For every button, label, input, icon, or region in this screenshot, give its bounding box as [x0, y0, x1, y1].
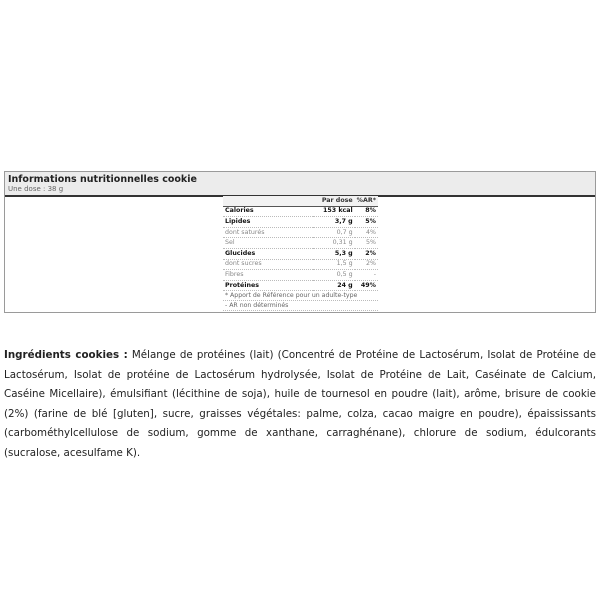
nutrient-name: Calories	[223, 206, 313, 217]
nutrition-title: Informations nutritionnelles cookie	[8, 174, 197, 185]
nutrition-table-wrapper	[223, 196, 378, 311]
nutrient-ar: -	[355, 270, 378, 281]
table-header-row	[223, 196, 378, 206]
nutrient-dose: 5,3 g	[313, 248, 355, 259]
nutrient-ar: 8%	[355, 206, 378, 217]
nutrient-dose: 1,5 g	[313, 259, 355, 270]
table-row	[223, 217, 378, 228]
ingredients-label: Ingrédients cookies :	[4, 349, 128, 361]
table-row	[223, 259, 378, 270]
table-row	[223, 280, 378, 291]
nutrient-ar: 4%	[355, 227, 378, 238]
nutrient-name: Lipides	[223, 217, 313, 228]
nutrient-dose: 0,5 g	[313, 270, 355, 281]
serving-size: Une dose : 38 g	[8, 185, 64, 193]
ingredients-paragraph	[4, 346, 596, 463]
nutrient-name: Protéines	[223, 280, 313, 291]
nutrition-header	[5, 172, 595, 197]
nutrient-name: dont saturés	[223, 227, 313, 238]
nutrient-ar: 5%	[355, 217, 378, 228]
nutrient-ar: 49%	[355, 280, 378, 291]
table-row	[223, 227, 378, 238]
header-nutrient	[223, 196, 313, 206]
nutrient-ar: 2%	[355, 259, 378, 270]
footnote-ar: * Apport de Référence pour un adulte-type	[223, 291, 378, 301]
header-per-dose: Par dose	[313, 196, 355, 206]
nutrient-dose: 0,31 g	[313, 238, 355, 249]
nutrient-dose: 0,7 g	[313, 227, 355, 238]
nutrition-panel	[4, 171, 596, 313]
nutrient-dose: 24 g	[313, 280, 355, 291]
nutrient-ar: 2%	[355, 248, 378, 259]
nutrient-name: Glucides	[223, 248, 313, 259]
nutrient-dose: 3,7 g	[313, 217, 355, 228]
table-row	[223, 270, 378, 281]
nutrient-name: Fibres	[223, 270, 313, 281]
table-row	[223, 206, 378, 217]
nutrition-table	[223, 196, 378, 291]
nutrient-ar: 5%	[355, 238, 378, 249]
table-row	[223, 238, 378, 249]
footnote-undetermined: - AR non déterminés	[223, 301, 378, 311]
nutrient-name: Sel	[223, 238, 313, 249]
nutrient-dose: 153 kcal	[313, 206, 355, 217]
header-ar: %AR*	[355, 196, 378, 206]
nutrient-name: dont sucres	[223, 259, 313, 270]
ingredients-text: Mélange de protéines (lait) (Concentré de Protéine de Lactosérum, Isolat de Protéine de Lactosérum, Isolat de protéine de Lactosérum hydrolysée, Isolat de Protéine de Lait, Caséinate de Calcium, Caséine Micellaire), émulsifiant (lécithine de soja), huile de tournesol en poudre (lait), arôme, brisure de cookie (2%) (farine de blé [gluten], sucre, graisses végétales: palme, colza, cacao maigre en poudre), épaississants (carbométhylcellulose de sodium, gomme de xanthane, carraghénane), chlorure de sodium, édulcorants (sucralose, acesulfame K).	[4, 349, 597, 459]
table-row	[223, 248, 378, 259]
